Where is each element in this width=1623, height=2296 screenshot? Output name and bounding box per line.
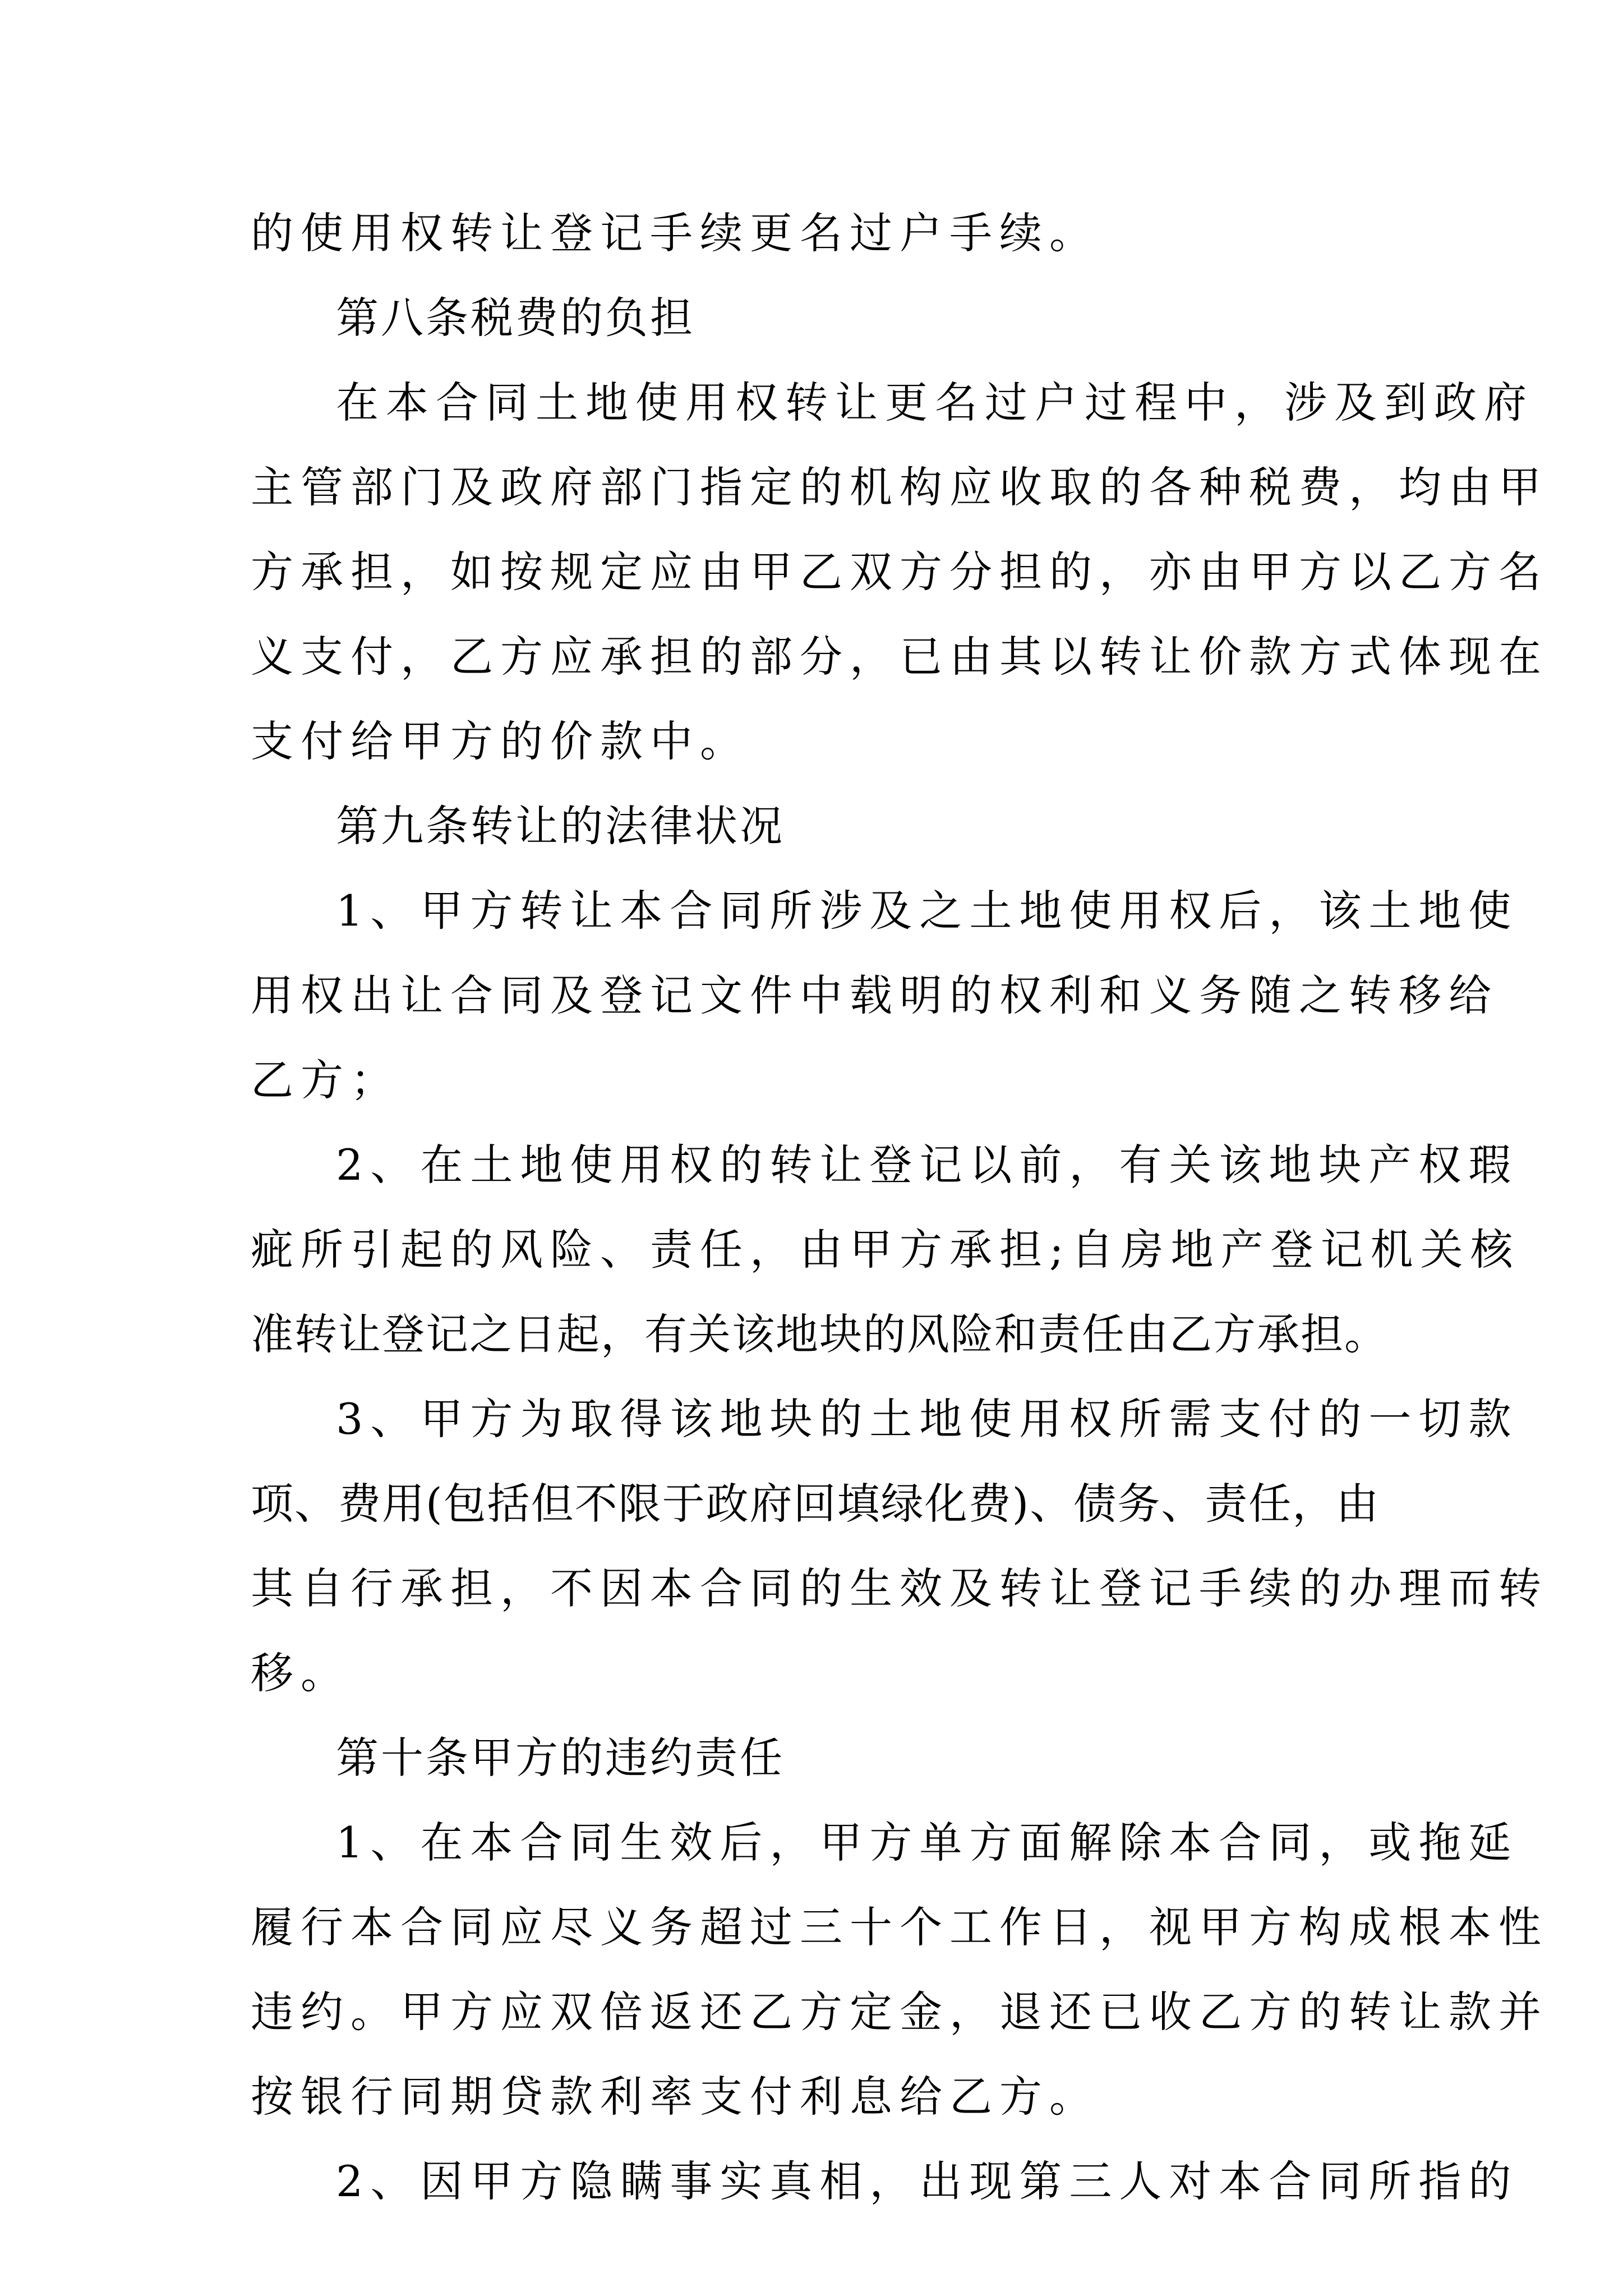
- document-body: [251, 191, 1548, 2224]
- text-line: 用权出让合同及登记文件中载明的权利和义务随之转移给: [251, 970, 1498, 1020]
- text-line: 违约。甲方应双倍返还乙方定金，退还已收乙方的转让款并: [251, 1987, 1548, 2037]
- text-line: 的使用权转让登记手续更名过户手续。: [251, 208, 1099, 258]
- text-line: 其自行承担，不因本合同的生效及转让登记手续的办理而转: [251, 1563, 1548, 1613]
- text-line: 主管部门及政府部门指定的机构应收取的各种税费，均由甲: [251, 462, 1548, 512]
- section-heading-8: 第八条税费的负担: [336, 293, 695, 343]
- text-line: 2、因甲方隐瞒事实真相，出现第三人对本合同所指的: [336, 2156, 1519, 2206]
- text-line: 义支付，乙方应承担的部分，已由其以转让价款方式体现在: [251, 632, 1548, 682]
- text-line: 3、甲方为取得该地块的土地使用权所需支付的一切款: [336, 1394, 1519, 1444]
- text-line: 支付给甲方的价款中。: [251, 716, 750, 766]
- text-line: 按银行同期贷款利率支付利息给乙方。: [251, 2072, 1099, 2122]
- text-line: 1、甲方转让本合同所涉及之土地使用权后，该土地使: [336, 886, 1519, 936]
- text-line: 乙方；: [251, 1055, 400, 1105]
- text-line: 准转让登记之日起，有关该地块的风险和责任由乙方承担。: [251, 1309, 1388, 1359]
- text-line: 项、费用(包括但不限于政府回填绿化费)、债务、责任，由: [251, 1479, 1380, 1529]
- text-line: 疵所引起的风险、责任，由甲方承担;自房地产登记机关核: [251, 1225, 1520, 1274]
- section-heading-10: 第十条甲方的违约责任: [336, 1733, 785, 1783]
- text-line: 2、在土地使用权的转让登记以前，有关该地块产权瑕: [336, 1140, 1519, 1190]
- text-line: 移。: [251, 1648, 351, 1698]
- text-line: 履行本合同应尽义务超过三十个工作日，视甲方构成根本性: [251, 1902, 1548, 1952]
- section-heading-9: 第九条转让的法律状况: [336, 801, 785, 851]
- text-line: 1、在本合同生效后，甲方单方面解除本合同，或拖延: [336, 1818, 1519, 1867]
- text-line: 在本合同土地使用权转让更名过户过程中，涉及到政府: [336, 378, 1534, 427]
- text-line: 方承担，如按规定应由甲乙双方分担的，亦由甲方以乙方名: [251, 547, 1548, 597]
